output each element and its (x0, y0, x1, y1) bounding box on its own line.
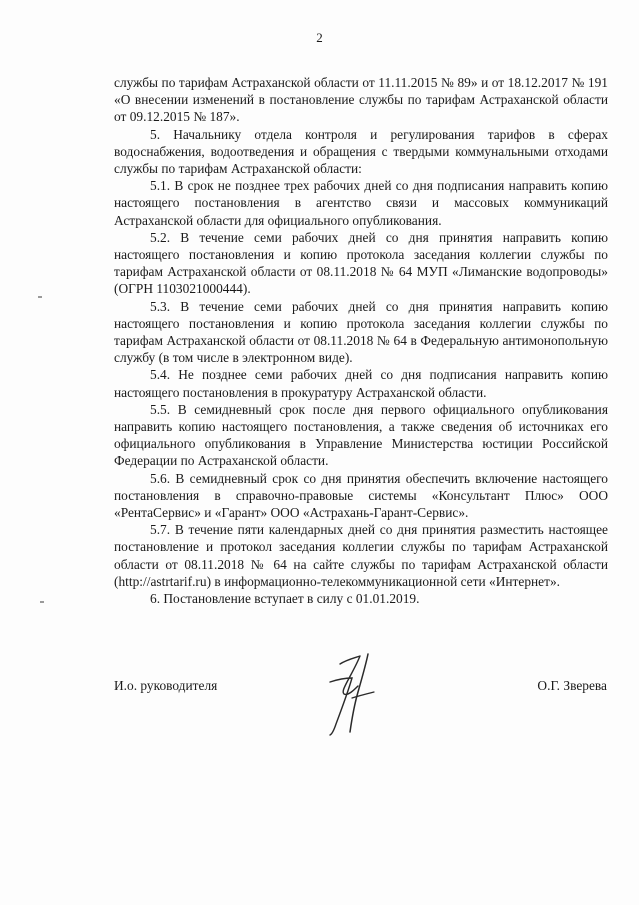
paragraph-continuation: службы по тарифам Астраханской области от 11.11.2015 № 89» и от 18.12.2017 № 191 «О внесении изменений в постановление службы по тарифам Астраханской области от 09.12.2015 № 187». (114, 75, 608, 125)
paragraph-item-5-1: 5.1. В срок не позднее трех рабочих дней со дня подписания направить копию настоящего постановления в агентство связи и массовых коммуникаций Астраханской области для официального опубликования. (114, 178, 608, 228)
paragraph-item-5-4: 5.4. Не позднее семи рабочих дней со дня подписания направить копию настоящего постановления в прокуратуру Астраханской области. (114, 367, 608, 400)
signatory-title: И.о. руководителя (114, 678, 218, 693)
paragraph-item-5-2: 5.2. В течение семи рабочих дней со дня принятия направить копию настоящего постановления и копию протокола заседания коллегии службы по тарифам Астраханской области от 08.11.2018 № 64 МУП «Лиманские водопроводы» (ОГРН 1103021000444). (114, 229, 608, 297)
paragraph-item-6: 6. Постановление вступает в силу с 01.01.2019. (150, 591, 420, 607)
paragraph-item-5-7: 5.7. В течение пяти календарных дней со дня принятия разместить настоящее постановление и протокол заседания коллегии службы по тарифам Астраханской области от 08.11.2018 № 64 на сайте службы по тарифам Астраханской области (http://astrtarif.ru) в информационно-телекоммуникационной сети «Интернет». (114, 522, 608, 589)
handwritten-signature (326, 652, 378, 736)
document-body (114, 74, 608, 607)
signatory-name: О.Г. Зверева (537, 678, 607, 693)
paragraph-item-5-3: 5.3. В течение семи рабочих дней со дня принятия направить копию настоящего постановления и копию протокола заседания коллегии службы по тарифам Астраханской области от 08.11.2018 № 64 в Федеральную антимонопольную службу (в том числе в электронном виде). (114, 298, 608, 366)
margin-mark (40, 601, 44, 603)
paragraph-item-5-5: 5.5. В семидневный срок после дня первого официального опубликования направить копию настоящего постановления, а также сведения об источниках его официального опубликования в Управление Министерства юстиции Российской Федерации по Астраханской области. (114, 401, 608, 469)
paragraph-item-5-6: 5.6. В семидневный срок со дня принятия обеспечить включение настоящего постановления в справочно-правовые системы «Консультант Плюс» ООО «РентаСервис» и «Гарант» ООО «Астрахань-Гарант-Сервис». (114, 470, 608, 521)
margin-mark (38, 296, 42, 298)
page-number: 2 (316, 30, 323, 45)
paragraph-item-5: 5. Начальнику отдела контроля и регулирования тарифов в сферах водоснабжения, водоотведения и обращения с твердыми коммунальными отходами службы по тарифам Астраханской области: (114, 126, 608, 177)
